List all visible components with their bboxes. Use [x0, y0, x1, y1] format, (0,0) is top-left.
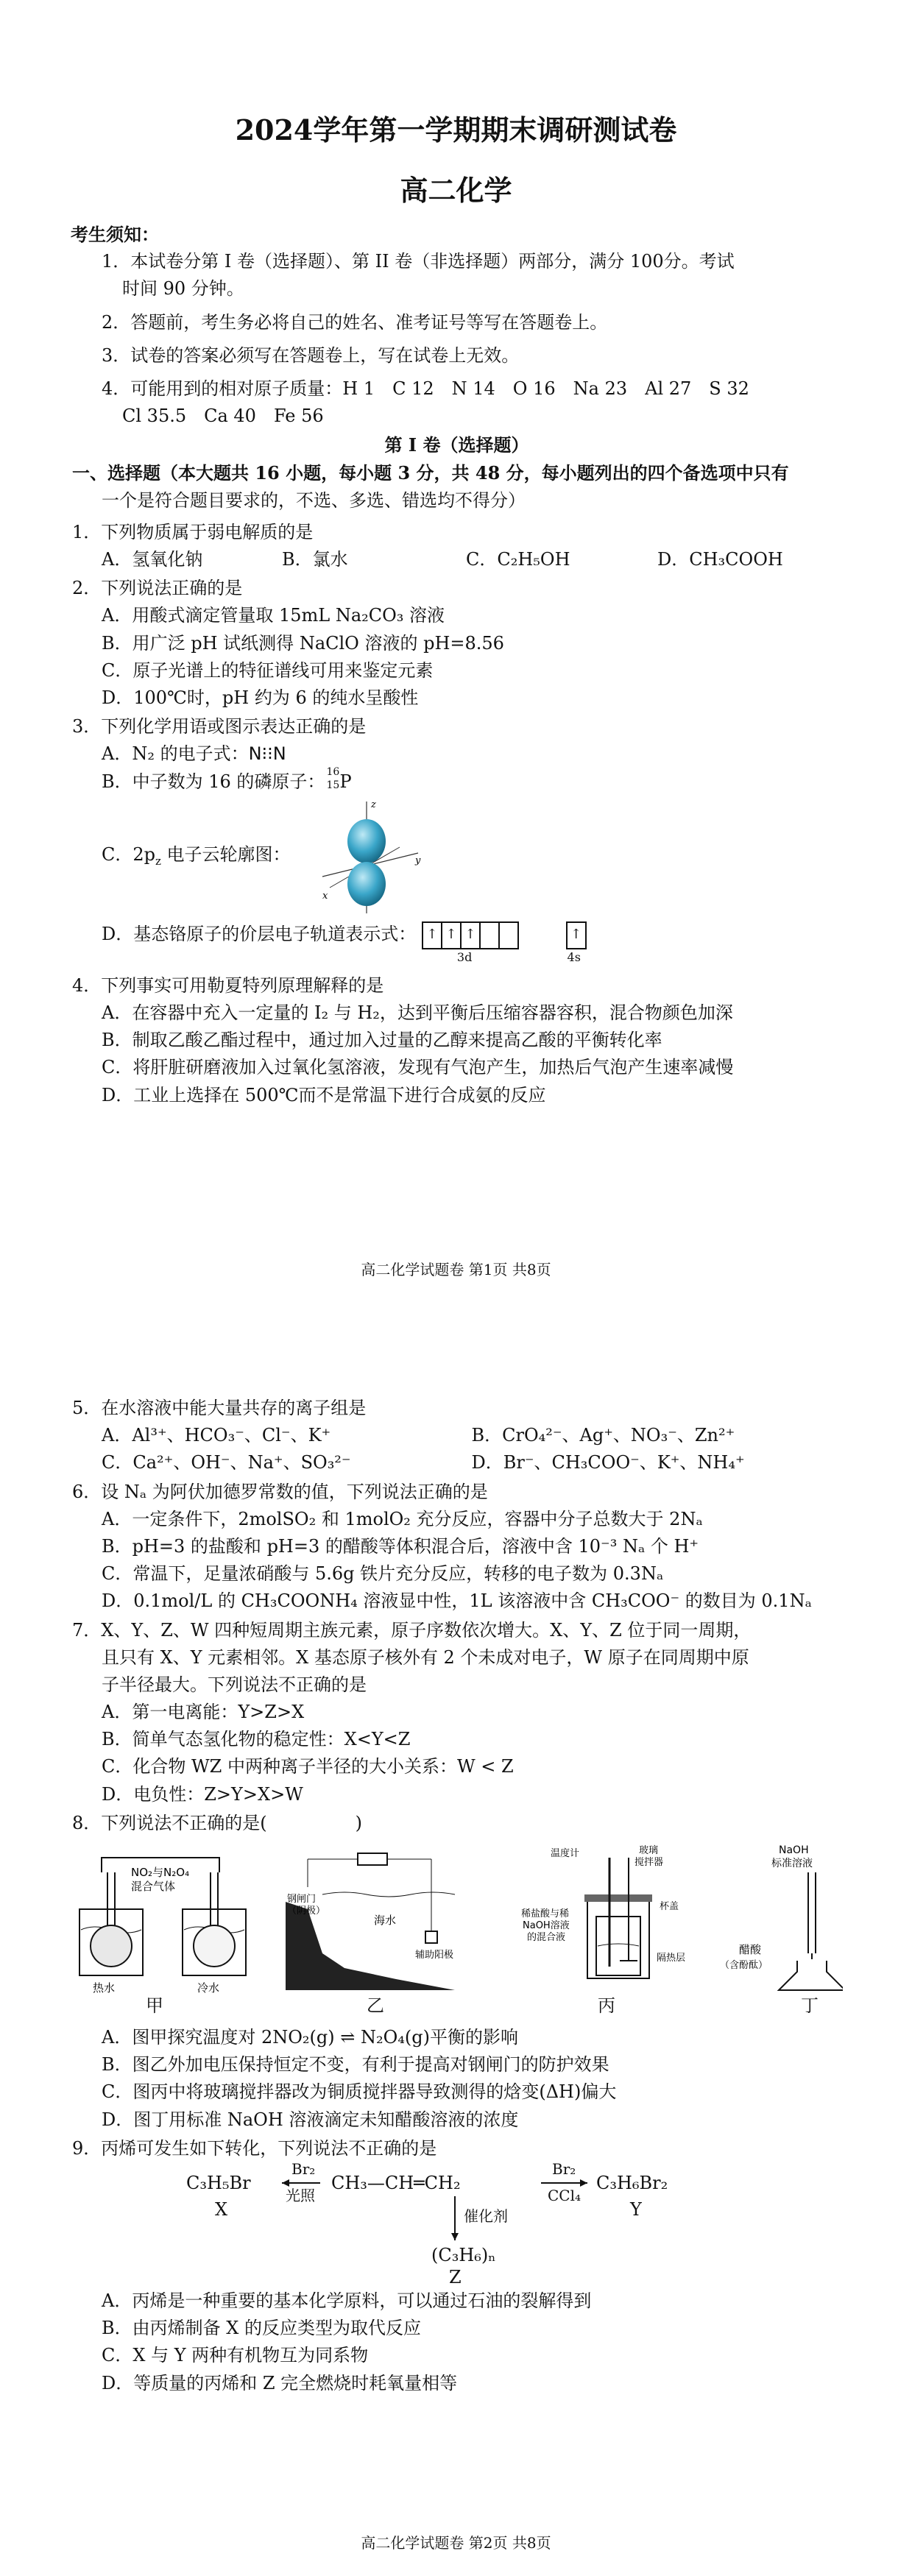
jia-cold-label: 冷水	[197, 1981, 220, 1995]
question-1-stem: 1．下列物质属于弱电解质的是	[72, 521, 314, 542]
flask-cold	[194, 1925, 235, 1967]
inner-beaker	[596, 1917, 640, 1975]
option-d: D．等质量的丙烯和 Z 完全燃烧时耗氧量相等	[102, 2372, 458, 2393]
option-b: B．制取乙酸乙酯过程中，通过加入过量的乙醇来提高乙酸的平衡转化率	[102, 1030, 662, 1051]
notice-item: 4．可能用到的相对原子质量：H 1 C 12 N 14 O 16 Na 23 Al 27 S 32	[102, 378, 749, 399]
figure-label-bing: 丙	[598, 1995, 615, 2016]
option-a: A．Al³⁺、HCO₃⁻、Cl⁻、K⁺	[102, 1425, 331, 1446]
n2-electron-formula: N⁝⁝N	[248, 743, 286, 765]
option-a-label: A．N₂ 的电子式：	[102, 743, 249, 765]
down-reagent: 催化剂	[464, 2207, 508, 2225]
label-3d: 3d	[456, 950, 473, 964]
mass-number: 16	[326, 766, 340, 779]
option-a: A．用酸式滴定管量取 15mL Na₂CO₃ 溶液	[102, 605, 445, 626]
ding-acid-label: 醋酸	[739, 1943, 762, 1956]
subject-title-block	[0, 169, 912, 213]
option-d	[72, 921, 841, 963]
subject-title: 高二化学	[400, 174, 512, 207]
question-6-stem: 6．设 Nₐ 为阿伏加德罗常数的值，下列说法正确的是	[72, 1481, 488, 1502]
nuclide-notation	[325, 766, 340, 792]
option-b: B．图乙外加电压保持恒定不变，有利于提高对钢闸门的防护效果	[102, 2054, 609, 2076]
option-c: C．X 与 Y 两种有机物互为同系物	[102, 2345, 369, 2366]
ding-naoh-label-2: 标准溶液	[771, 1858, 813, 1869]
jia-gas-label: NO₂与N₂O₄	[131, 1866, 190, 1879]
page-footer: 高二化学试题卷 第1页 共8页	[361, 1261, 551, 1278]
figure-label-yi: 乙	[367, 1995, 384, 2016]
option-c-tail: 电子云轮廓图：	[160, 843, 291, 865]
page-2	[0, 1354, 912, 2576]
orbital-box: ↑	[566, 921, 587, 949]
notice-heading: 考生须知：	[71, 224, 159, 245]
flask-hot	[91, 1925, 132, 1967]
axis-z-label: z	[371, 799, 376, 810]
yi-sea-label: 海水	[374, 1914, 397, 1927]
orbital-box: ↑	[422, 921, 442, 949]
orbital-box	[479, 921, 500, 949]
z-formula: (C₃H₆)ₙ	[431, 2244, 496, 2265]
figure-label-jia: 甲	[146, 1995, 163, 2016]
z-label: Z	[449, 2266, 462, 2287]
option-a: A．氢氧化钠	[102, 549, 203, 570]
question-3-stem: 3．下列化学用语或图示表达正确的是	[72, 716, 367, 737]
y-formula: C₃H₆Br₂	[596, 2172, 668, 2193]
option-d-label: D．基态铬原子的价层电子轨道表示式：	[102, 923, 417, 944]
axis-x-label: x	[322, 890, 328, 902]
option-b: B．pH=3 的盐酸和 pH=3 的醋酸等体积混合后，溶液中含 10⁻³ Nₐ 个 H⁺	[102, 1535, 699, 1557]
section-intro-line1: 一、选择题（本大题共 16 小题，每小题 3 分，共 48 分，每小题列出的四个备选项中只有	[72, 461, 789, 484]
bing-stirrer-label: 玻璃	[639, 1845, 659, 1856]
bing-insulation-label: 隔热层	[657, 1953, 686, 1964]
option-c: C．常温下，足量浓硝酸与 5.6g 铁片充分反应，转移的电子数为 0.3Nₐ	[102, 1563, 664, 1585]
orbital-box: ↑	[460, 921, 481, 949]
q8-apparatus-figures	[72, 1843, 841, 2020]
notice-item: Cl 35.5 Ca 40 Fe 56	[122, 406, 324, 427]
orbital-box: ↑	[441, 921, 462, 949]
jia-hot-label: 热水	[93, 1981, 116, 1995]
option-d: D．CH₃COOH	[657, 549, 783, 570]
question-5-options-cd	[72, 1449, 841, 1476]
option-c	[72, 796, 841, 921]
y-label: Y	[630, 2198, 642, 2220]
propene-formula: CH₃—CH═CH₂	[331, 2172, 461, 2193]
notice-item: 3．试卷的答案必须写在答题卷上，写在试卷上无效。	[102, 344, 520, 366]
question-8-stem: 8．下列说法不正确的是( )	[72, 1812, 362, 1833]
option-c: C．C₂H₅OH	[466, 549, 570, 570]
figure-label-ding: 丁	[801, 1995, 819, 2016]
option-c: C．化合物 WZ 中两种离子半径的大小关系：W < Z	[102, 1756, 514, 1777]
option-b: B．由丙烯制备 X 的反应类型为取代反应	[102, 2318, 421, 2339]
pz-orbital-diagram	[308, 796, 425, 921]
option-a: A．图甲探究温度对 2NO₂(g) ⇌ N₂O₄(g)平衡的影响	[102, 2027, 518, 2048]
orbital-upper-lobe	[347, 819, 386, 863]
calorimeter-lid	[584, 1894, 652, 1902]
option-d: D．图丁用标准 NaOH 溶液滴定未知醋酸溶液的浓度	[102, 2109, 519, 2130]
yi-gate-label: 钢闸门	[287, 1894, 317, 1905]
option-c: C．Ca²⁺、OH⁻、Na⁺、SO₃²⁻	[102, 1452, 351, 1473]
conical-flask	[779, 1961, 843, 1990]
orbital-lower-lobe	[347, 862, 386, 906]
option-b: B．CrO₄²⁻、Ag⁺、NO₃⁻、Zn²⁺	[471, 1425, 735, 1446]
option-a: A．第一电离能：Y>Z>X	[102, 1702, 305, 1723]
axis-y-label: y	[415, 854, 421, 866]
question-7-stem-1: 7．X、Y、Z、W 四种短周期主族元素，原子序数依次增大。X、Y、Z 位于同一周期，	[72, 1619, 752, 1641]
exam-title-block	[0, 109, 912, 152]
orbital-diagram-4s	[566, 921, 587, 964]
yi-anode-label: 辅助阳极	[415, 1950, 454, 1961]
option-a: A．一定条件下，2molSO₂ 和 1molO₂ 充分反应，容器中分子总数大于 2Nₐ	[102, 1508, 703, 1529]
orbital-subscript: z	[155, 854, 161, 868]
option-d: D．100℃时，pH 约为 6 的纯水呈酸性	[102, 687, 419, 708]
orbital-diagram-3d	[422, 921, 519, 964]
bing-mix-label-3: 的混合液	[527, 1932, 566, 1943]
question-1-options	[72, 546, 841, 573]
exam-title: 2024学年第一学期期末调研测试卷	[235, 113, 677, 146]
label-4s: 4s	[567, 950, 581, 964]
auxiliary-anode	[425, 1931, 437, 1943]
option-d: D．Br⁻、CH₃COO⁻、K⁺、NH₄⁺	[471, 1452, 745, 1473]
left-reagent-bottom: 光照	[286, 2186, 315, 2204]
question-5-options-ab	[72, 1422, 841, 1449]
bing-lid-label: 杯盖	[660, 1901, 679, 1912]
question-9-stem: 9．丙烯可发生如下转化，下列说法不正确的是	[72, 2137, 437, 2159]
right-reagent-top: Br₂	[552, 2159, 576, 2178]
page-footer: 高二化学试题卷 第2页 共8页	[361, 2534, 551, 2552]
power-source	[358, 1853, 387, 1865]
jia-gas-label-2: 混合气体	[131, 1880, 176, 1893]
ding-acid-label-2: （含酚酞）	[720, 1960, 768, 1971]
bing-thermo-label: 温度计	[551, 1848, 580, 1859]
notice-section	[72, 221, 841, 1109]
option-b: B．氯水	[282, 549, 348, 570]
question-2-stem: 2．下列说法正确的是	[72, 578, 243, 599]
option-b: B．用广泛 pH 试纸测得 NaClO 溶液的 pH=8.56	[102, 632, 504, 654]
option-d: D．0.1mol/L 的 CH₃COONH₄ 溶液显中性，1L 该溶液中含 CH₃COO⁻ 的数目为 0.1Nₐ	[102, 1590, 812, 1612]
bing-mix-label-2: NaOH溶液	[523, 1920, 570, 1931]
option-c: C．将肝脏研磨液加入过氧化氢溶液，发现有气泡产生，加热后气泡产生速率减慢	[102, 1057, 734, 1078]
phosphorus-symbol: P	[339, 771, 352, 792]
figure-bing	[521, 1844, 685, 1978]
option-d: D．电负性：Z>Y>X>W	[102, 1783, 303, 1805]
option-a: A．丙烯是一种重要的基本化学原料，可以通过石油的裂解得到	[102, 2290, 592, 2311]
yi-gate-label-2: （阴极）	[287, 1906, 326, 1917]
apparatus-drawing	[72, 1843, 843, 1998]
option-c-label: C．2p	[102, 843, 155, 865]
section-title: 第 I 卷（选择题）	[384, 434, 529, 456]
left-reagent-top: Br₂	[291, 2159, 316, 2178]
right-reagent-bottom: CCl₄	[548, 2186, 582, 2204]
option-a	[72, 740, 841, 768]
option-b	[72, 768, 841, 796]
notice-item: 1．本试卷分第 I 卷（选择题）、第 II 卷（非选择题）两部分，满分 100分。考试	[102, 251, 735, 272]
option-d: D．工业上选择在 500℃而不是常温下进行合成氨的反应	[102, 1084, 546, 1105]
section-intro-line2: 一个是符合题目要求的，不选、多选、错选均不得分）	[102, 489, 526, 511]
option-b: B．简单气态氢化物的稳定性：X<Y<Z	[102, 1729, 411, 1750]
reaction-scheme	[72, 2159, 841, 2287]
question-4-stem: 4．下列事实可用勒夏特列原理解释的是	[72, 974, 384, 996]
atomic-number: 15	[326, 779, 340, 792]
option-c: C．原子光谱上的特征谱线可用来鉴定元素	[102, 659, 434, 681]
notice-item: 2．答题前，考生务必将自己的姓名、准考证号等写在答题卷上。	[102, 311, 608, 333]
figure-yi	[286, 1853, 455, 1990]
figure-ding	[720, 1844, 843, 1990]
notice-item: 时间 90 分钟。	[122, 278, 244, 300]
ding-naoh-label: NaOH	[779, 1844, 809, 1856]
bing-stirrer-label-2: 搅拌器	[634, 1857, 664, 1868]
x-formula: C₃H₅Br	[186, 2172, 251, 2193]
orbital-box	[498, 921, 519, 949]
question-7-stem-2: 且只有 X、Y 元素相邻。X 基态原子核外有 2 个未成对电子，W 原子在同周期中原	[102, 1646, 749, 1668]
question-7-stem-3: 子半径最大。下列说法不正确的是	[102, 1674, 367, 1695]
page-2-content	[72, 1393, 841, 2397]
option-b-label: B．中子数为 16 的磷原子：	[102, 771, 325, 792]
option-c: C．图丙中将玻璃搅拌器改为铜质搅拌器导致测得的焓变(ΔH)偏大	[102, 2081, 617, 2103]
option-a: A．在容器中充入一定量的 I₂ 与 H₂，达到平衡后压缩容器容积，混合物颜色加深	[102, 1002, 733, 1023]
bing-mix-label-1: 稀盐酸与稀	[521, 1908, 570, 1919]
x-label: X	[215, 2198, 228, 2220]
question-5-stem: 5．在水溶液中能大量共存的离子组是	[72, 1398, 367, 1418]
section-intro	[72, 459, 841, 487]
figure-jia	[79, 1858, 246, 1995]
